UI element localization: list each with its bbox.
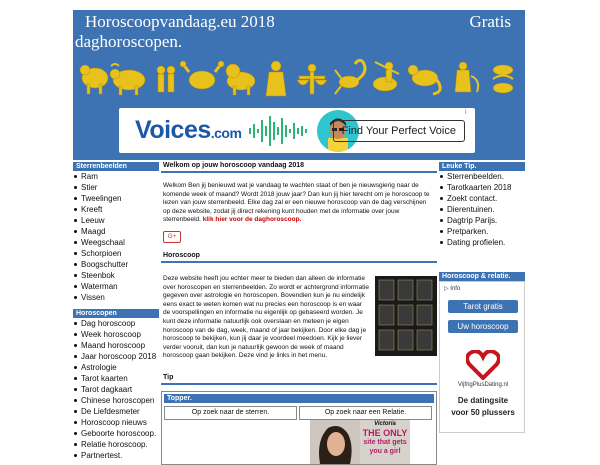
relation-header: Horoscoop & relatie. bbox=[439, 272, 525, 281]
sign-item[interactable]: Maagd bbox=[73, 226, 159, 237]
dating-line1: De datingsite bbox=[457, 396, 509, 405]
horoscope-item[interactable]: Maand horoscoop bbox=[73, 340, 159, 351]
sagittarius-icon bbox=[373, 62, 399, 91]
ad-banner-row bbox=[73, 105, 525, 160]
voices-ad[interactable] bbox=[119, 108, 475, 153]
cell-sterren[interactable]: Op zoek naar de sterren. bbox=[164, 406, 297, 420]
horoscope-item[interactable]: Geboorte horoscoop. bbox=[73, 428, 159, 439]
topper-cells bbox=[164, 406, 434, 420]
cell-relatie[interactable]: Op zoek naar een Relatie. bbox=[299, 406, 432, 420]
left-sidebar bbox=[73, 162, 159, 461]
zodiac-banner bbox=[73, 52, 525, 105]
sign-item[interactable]: Stier bbox=[73, 182, 159, 193]
victoria-ad[interactable] bbox=[310, 420, 410, 464]
welcome-title: Welkom op jouw horoscoop vandaag 2018 bbox=[161, 161, 437, 173]
horoscopes-list bbox=[73, 318, 159, 461]
ad-cta-button[interactable]: Find Your Perfect Voice bbox=[333, 120, 465, 142]
capricorn-icon bbox=[408, 65, 440, 94]
tip-item[interactable]: Dagtrip Parijs. bbox=[439, 215, 525, 226]
header-gratis: Gratis bbox=[469, 12, 511, 31]
tip-item[interactable]: Dierentuinen. bbox=[439, 204, 525, 215]
libra-icon bbox=[297, 64, 327, 94]
tarot-grid-image bbox=[375, 276, 437, 356]
soundwave-icon bbox=[247, 112, 313, 150]
tip-item[interactable]: Pretparken. bbox=[439, 226, 525, 237]
sign-item[interactable]: Weegschaal bbox=[73, 237, 159, 248]
cancer-icon bbox=[180, 61, 224, 89]
dating-ad[interactable] bbox=[439, 281, 525, 433]
heart-icon bbox=[466, 350, 500, 380]
horoscope-item[interactable]: De Liefdesmeter bbox=[73, 406, 159, 417]
site-title[interactable]: Horoscoopvandaag.eu 2018 bbox=[85, 12, 275, 31]
horoscope-item[interactable]: Dag horoscoop bbox=[73, 318, 159, 329]
horoscopes-header: Horoscopen bbox=[73, 309, 159, 318]
signs-list bbox=[73, 171, 159, 303]
horoscoop-text: Deze website heeft jou echter meer te bieden dan alleen de informatie over horoscopen en sterrenbeelden. Zo wordt er achtergrond informatie gegeven over astrologie en horoscopen. Bovendien kun je nu eindelijk eens exact te weten komen wat nu precies een horoscoop is en waar de voorspellingen en informatie nu eigenlijk op gebaseerd worden. Je kunt deze informatie natuurlijk ook overslaan en meteen je eigen horoscoop van de dag, week, maand of jaar bekijken. Door elke dag je horoscoop te bekijken, kun jij daar je voordeel meedoen. Kijk je liever verder vooruit, dan kun je natuurlijk gewoon de week of maand horoscoop gaan bekijken. Deze vind je links in het menu. bbox=[163, 274, 369, 360]
welcome-text: Welkom Ben jij benieuwd wat je vandaag te wachten staat of ben je nieuwsgierig naar de komende week of maand? Wordt 2018 jouw jaar? Dan kun jij hier terecht om je horoscoop te lezen van jouw sterrenbeeld. Elke dag zal er een nieuwe horoscoop van de dag verschijnen op deze website, zodat jij direct rekening kunt houden met de informatie over jouw sterrenbeeld. klik hier voor de daghoroscoop. bbox=[163, 182, 430, 224]
aries-icon bbox=[80, 65, 108, 94]
tip-item[interactable]: Dating profielen. bbox=[439, 237, 525, 248]
page-wrapper bbox=[73, 10, 525, 460]
sign-item[interactable]: Boogschutter bbox=[73, 259, 159, 270]
horoscope-item[interactable]: Chinese horoscopen bbox=[73, 395, 159, 406]
tarot-gratis-button[interactable]: Tarot gratis bbox=[448, 300, 518, 313]
horoscoop-title: Horoscoop bbox=[161, 251, 437, 263]
dating-site-name: VijfrigPlusDating.nl bbox=[457, 382, 509, 388]
aquarius-icon bbox=[455, 62, 478, 92]
taurus-icon bbox=[110, 64, 145, 95]
victoria-ad-text: Victoria THE ONLY site that gets you a girl bbox=[362, 420, 408, 455]
sign-item[interactable]: Leeuw bbox=[73, 215, 159, 226]
sign-item[interactable]: Steenbok bbox=[73, 270, 159, 281]
sign-item[interactable]: Kreeft bbox=[73, 204, 159, 215]
topper-header: Topper. bbox=[164, 394, 434, 403]
scorpio-icon bbox=[335, 60, 365, 94]
horoscope-item[interactable]: Astrologie bbox=[73, 362, 159, 373]
horoscope-item[interactable]: Jaar horoscoop 2018 bbox=[73, 351, 159, 362]
ad-info-label: ▷ Info bbox=[444, 286, 461, 292]
right-sidebar bbox=[439, 162, 525, 433]
ad-model-photo bbox=[310, 420, 360, 464]
dating-line2: voor 50 plussers bbox=[451, 408, 515, 417]
tip-item[interactable]: Zoekt contact. bbox=[439, 193, 525, 204]
topper-table bbox=[161, 391, 437, 465]
tip-item[interactable]: Tarotkaarten 2018 bbox=[439, 182, 525, 193]
sign-item[interactable]: Ram bbox=[73, 171, 159, 182]
tip-header: Leuke Tip. bbox=[439, 162, 525, 171]
gemini-icon bbox=[157, 66, 175, 92]
signs-header: Sterrenbeelden bbox=[73, 162, 159, 171]
tip-item[interactable]: Sterrenbeelden. bbox=[439, 171, 525, 182]
leo-icon bbox=[226, 64, 255, 95]
tips-list bbox=[439, 171, 525, 248]
sign-item[interactable]: Tweelingen bbox=[73, 193, 159, 204]
tip-title: Tip bbox=[161, 373, 437, 385]
horoscoop-section bbox=[161, 275, 437, 373]
ad-info-icon[interactable]: i bbox=[465, 109, 467, 116]
horoscope-item[interactable]: Tarot dagkaart bbox=[73, 384, 159, 395]
pisces-icon bbox=[493, 65, 513, 93]
uw-horoscoop-button[interactable]: Uw horoscoop bbox=[448, 320, 518, 333]
sign-item[interactable]: Vissen bbox=[73, 292, 159, 303]
horoscope-item[interactable]: Relatie horoscoop. bbox=[73, 439, 159, 450]
header-tagline: daghoroscopen. bbox=[75, 32, 183, 51]
horoscope-item[interactable]: Horoscoop nieuws bbox=[73, 417, 159, 428]
ad-logo: Voices.com bbox=[135, 116, 242, 144]
google-plus-button[interactable]: G+ bbox=[163, 231, 181, 243]
horoscope-item[interactable]: Partnertest. bbox=[73, 450, 159, 461]
horoscope-item[interactable]: Week horoscoop bbox=[73, 329, 159, 340]
main-content bbox=[161, 161, 437, 465]
site-header bbox=[73, 10, 525, 52]
sign-item[interactable]: Schorpioen bbox=[73, 248, 159, 259]
virgo-icon bbox=[266, 61, 286, 96]
horoscope-item[interactable]: Tarot kaarten bbox=[73, 373, 159, 384]
sign-item[interactable]: Waterman bbox=[73, 281, 159, 292]
daghoroscoop-link[interactable]: klik hier voor de daghoroscoop. bbox=[202, 216, 302, 224]
